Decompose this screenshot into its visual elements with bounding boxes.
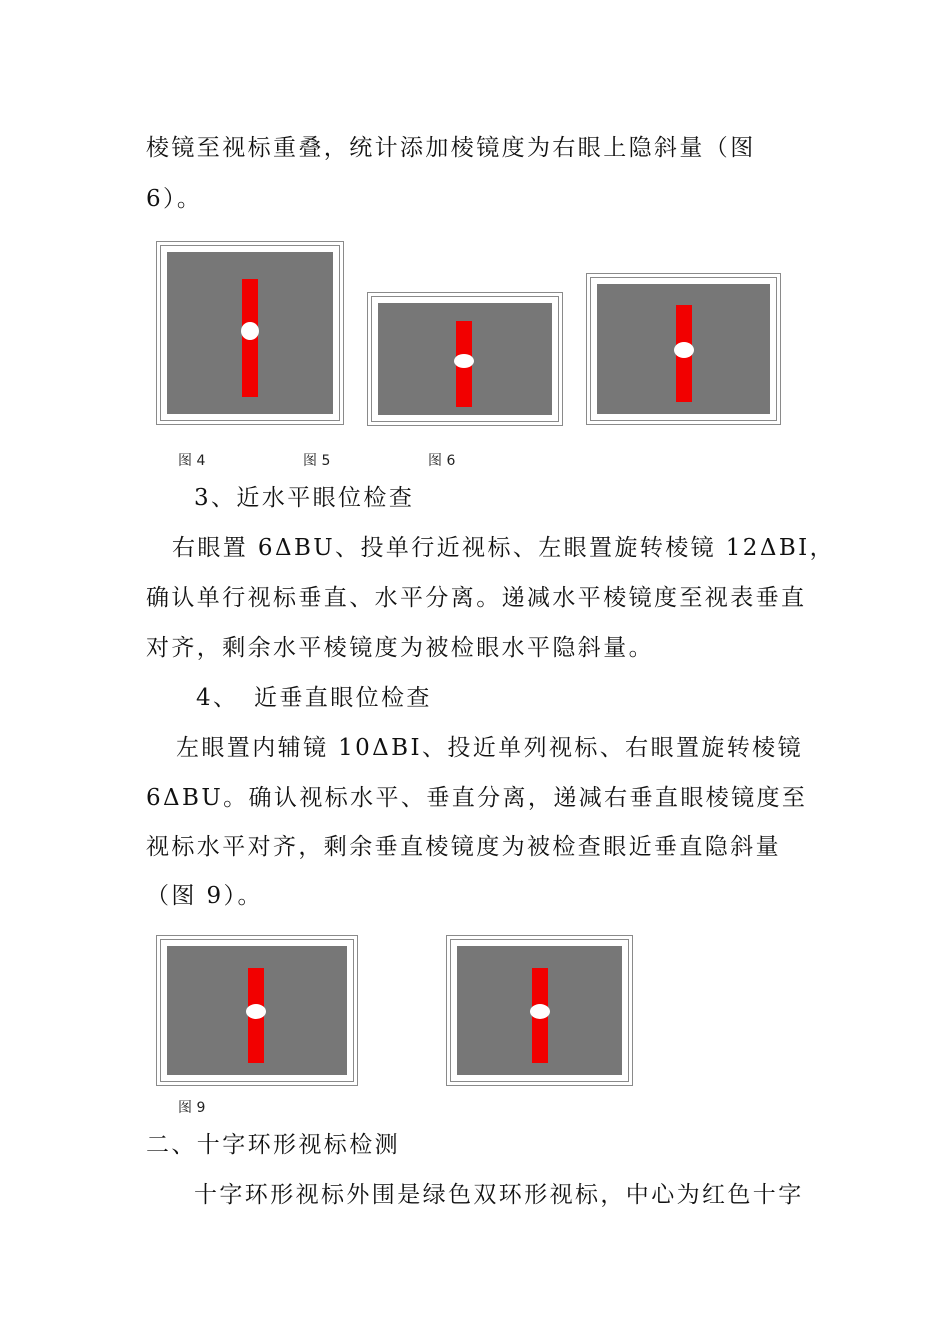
figure-4-screen [167, 252, 333, 414]
heading-3: 3、近水平眼位检查 [194, 485, 415, 511]
section-heading: 二、十字环形视标检测 [146, 1132, 400, 1158]
paragraph-line: 6ΔBU。确认视标水平、垂直分离，递减右垂直眼棱镜度至 [146, 785, 808, 811]
paragraph-line: 6）。 [146, 186, 203, 212]
figure-5 [367, 292, 563, 426]
figure-4-caption: 图 4 [178, 453, 206, 469]
figure-6-screen [597, 284, 770, 414]
white-dot [454, 354, 474, 368]
figure-5-screen [378, 303, 552, 415]
paragraph-line: 视标水平对齐，剩余垂直棱镜度为被检查眼近垂直隐斜量 [146, 834, 781, 860]
paragraph-line: 对齐，剩余水平棱镜度为被检眼水平隐斜量。 [146, 635, 654, 661]
figure-9-left-screen [167, 946, 347, 1075]
white-dot [530, 1004, 550, 1019]
paragraph-line: 左眼置内辅镜 10ΔBI、投近单列视标、右眼置旋转棱镜 [176, 735, 803, 761]
figure-9-right [446, 935, 633, 1086]
figure-9-caption: 图 9 [178, 1100, 206, 1116]
paragraph-line: 确认单行视标垂直、水平分离。递减水平棱镜度至视表垂直 [146, 585, 807, 611]
figure-6 [586, 273, 781, 425]
figure-4 [156, 241, 344, 425]
figure-9-right-screen [457, 946, 622, 1075]
white-dot [674, 342, 694, 358]
white-dot [241, 322, 259, 340]
figure-6-caption: 图 6 [428, 453, 456, 469]
heading-4-number: 4、 [196, 685, 239, 711]
figure-9-left [156, 935, 358, 1086]
figure-5-caption: 图 5 [303, 453, 331, 469]
paragraph-line: （图 9）。 [146, 883, 263, 909]
paragraph-line: 右眼置 6ΔBU、投单行近视标、左眼置旋转棱镜 12ΔBI， [172, 535, 836, 561]
heading-4: 近垂直眼位检查 [254, 685, 432, 711]
paragraph-line: 棱镜至视标重叠，统计添加棱镜度为右眼上隐斜量（图 [146, 135, 756, 161]
paragraph-line: 十字环形视标外围是绿色双环形视标，中心为红色十字 [194, 1182, 804, 1208]
white-dot [246, 1004, 266, 1019]
